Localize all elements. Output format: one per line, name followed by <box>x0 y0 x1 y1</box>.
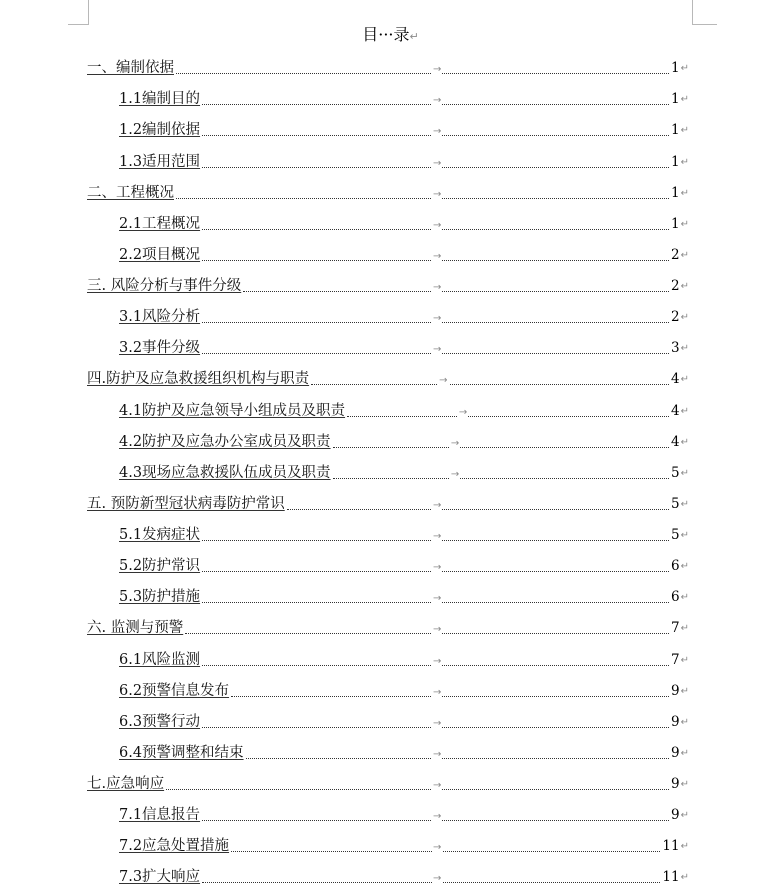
toc-entry[interactable] <box>0 83 781 114</box>
tab-arrow-icon: → <box>433 344 442 356</box>
toc-entry[interactable] <box>0 208 781 239</box>
toc-entry[interactable] <box>0 52 781 83</box>
toc-entry[interactable] <box>0 706 781 737</box>
paragraph-mark-icon: ↵ <box>680 187 689 199</box>
paragraph-mark-icon: ↵ <box>680 623 689 635</box>
dot-leader <box>311 375 669 387</box>
tab-arrow-icon: → <box>433 717 442 729</box>
toc-entry-line <box>87 615 689 637</box>
toc-entry-link[interactable]: 4.2防护及应急办公室成员及职责 <box>119 433 331 450</box>
paragraph-mark-icon: ↵ <box>680 156 689 168</box>
toc-entry[interactable] <box>0 643 781 674</box>
paragraph-mark-icon: ↵ <box>680 779 689 790</box>
toc-entry-line <box>119 678 689 700</box>
toc-entry-link[interactable]: 6.4预警调整和结束 <box>119 744 244 761</box>
toc-entry-line <box>119 647 689 669</box>
toc-entry-line <box>119 304 689 326</box>
tab-arrow-icon: → <box>433 748 442 760</box>
toc-page-number: 5 <box>671 527 680 543</box>
toc-entry-line <box>87 366 689 388</box>
paragraph-mark-icon: ↵ <box>680 654 689 666</box>
toc-entry-link[interactable]: 4.3现场应急救援队伍成员及职责 <box>119 464 331 481</box>
toc-page-number: 4 <box>671 433 680 450</box>
tab-arrow-icon: → <box>433 64 442 76</box>
dot-leader <box>202 562 669 574</box>
toc-page-number: 1 <box>671 60 680 77</box>
toc-entry-link[interactable]: 五. 预防新型冠状病毒防护常识 <box>87 495 285 512</box>
paragraph-mark-icon: ↵ <box>680 872 689 884</box>
dot-leader <box>333 437 669 449</box>
toc-entry-link[interactable]: 二、工程概况 <box>87 184 174 201</box>
toc-entry-line <box>87 180 689 202</box>
toc-entry-line <box>87 273 689 295</box>
paragraph-mark-icon: ↵ <box>680 498 689 510</box>
toc-entry-link[interactable]: 一、编制依据 <box>87 60 174 77</box>
tab-arrow-icon: → <box>433 593 442 605</box>
paragraph-mark-icon: ↵ <box>680 685 689 697</box>
paragraph-mark-icon: ↵ <box>680 343 689 355</box>
toc-entry-link[interactable]: 1.1编制目的 <box>119 91 201 108</box>
paragraph-mark-icon: ↵ <box>680 374 689 386</box>
dot-leader <box>231 842 660 854</box>
dot-leader <box>202 95 669 107</box>
toc-entry-link[interactable]: 4.1防护及应急领导小组成员及职责 <box>119 402 346 419</box>
toc-entry[interactable] <box>0 612 781 643</box>
tab-arrow-icon: → <box>439 375 448 387</box>
toc-page-number: 2 <box>671 278 680 294</box>
toc-entry-link[interactable]: 7.2应急处置措施 <box>119 838 230 855</box>
toc-entry-line <box>119 709 689 731</box>
toc-page-number: 1 <box>671 91 680 108</box>
toc-entry[interactable] <box>0 394 781 425</box>
toc-entry[interactable] <box>0 799 781 830</box>
toc-entry[interactable] <box>0 830 781 861</box>
dot-leader <box>202 313 669 325</box>
tab-arrow-icon: → <box>433 126 442 138</box>
toc-entry-link[interactable]: 7.1信息报告 <box>119 807 201 824</box>
toc-entry[interactable] <box>0 145 781 176</box>
toc-entry[interactable] <box>0 519 781 550</box>
paragraph-mark-icon: ↵ <box>680 530 689 541</box>
toc-entry[interactable] <box>0 488 781 519</box>
tab-arrow-icon: → <box>450 437 460 449</box>
toc-page-number: 1 <box>671 184 680 201</box>
toc-page-number: 3 <box>671 340 680 357</box>
toc-entry-line <box>119 398 689 420</box>
toc-page-number: 6 <box>671 589 680 606</box>
toc-page-number: 9 <box>671 807 680 824</box>
dot-leader <box>202 157 669 169</box>
toc-page-number: 4 <box>671 371 680 388</box>
paragraph-mark-icon: ↵ <box>680 561 689 573</box>
crop-mark-top-right <box>692 0 717 25</box>
toc-entry-line <box>119 149 689 171</box>
paragraph-mark-icon: ↵ <box>680 405 689 417</box>
tab-arrow-icon: → <box>433 562 442 574</box>
toc-entry[interactable] <box>0 301 781 332</box>
toc-page-number: 9 <box>671 682 680 699</box>
toc-page-number: 1 <box>671 122 680 139</box>
toc-entry-line <box>87 55 689 77</box>
toc-entry[interactable] <box>0 861 781 892</box>
paragraph-mark-icon: ↵ <box>680 467 689 479</box>
tab-arrow-icon: → <box>433 655 442 667</box>
toc-list <box>0 52 781 892</box>
toc-page-number: 9 <box>671 713 680 730</box>
toc-page-number: 9 <box>671 776 680 792</box>
toc-entry-link[interactable]: 三. 风险分析与事件分级 <box>87 278 242 294</box>
tab-arrow-icon: → <box>433 219 442 231</box>
toc-page-number: 11 <box>662 869 680 886</box>
toc-entry[interactable] <box>0 457 781 488</box>
dot-leader <box>202 811 669 823</box>
toc-page-number: 6 <box>671 558 680 575</box>
dot-leader <box>202 531 669 542</box>
dot-leader <box>202 717 669 729</box>
toc-page-number: 1 <box>671 215 680 232</box>
toc-entry-link[interactable]: 6.1风险监测 <box>119 651 201 668</box>
toc-entry-line <box>119 242 689 264</box>
toc-entry-line <box>119 522 689 544</box>
toc-entry-link[interactable]: 6.2预警信息发布 <box>119 682 230 699</box>
tab-arrow-icon: → <box>433 188 442 200</box>
paragraph-mark-icon: ↵ <box>680 312 689 324</box>
toc-entry[interactable] <box>0 363 781 394</box>
toc-page-number: 2 <box>671 309 680 326</box>
paragraph-mark-icon: ↵ <box>680 125 689 137</box>
dot-leader <box>185 624 669 636</box>
toc-entry-link[interactable]: 3.1风险分析 <box>119 309 201 326</box>
dot-leader <box>202 873 660 885</box>
tab-arrow-icon: → <box>433 873 442 885</box>
dot-leader <box>202 126 669 138</box>
toc-page-number: 2 <box>671 246 680 263</box>
toc-page-number: 9 <box>671 744 680 761</box>
paragraph-mark-icon: ↵ <box>680 592 689 604</box>
paragraph-mark-icon: ↵ <box>680 841 689 853</box>
toc-page-number: 4 <box>671 402 680 419</box>
toc-entry-line <box>119 335 689 357</box>
tab-arrow-icon: → <box>433 531 442 542</box>
paragraph-mark-icon: ↵ <box>680 218 689 230</box>
dot-leader <box>202 219 669 231</box>
dot-leader <box>287 499 669 511</box>
toc-entry[interactable] <box>0 270 781 301</box>
toc-entry-link[interactable]: 2.1工程概况 <box>119 215 201 232</box>
dot-leader <box>166 780 669 791</box>
toc-title-text: 目···录 <box>362 25 410 44</box>
tab-arrow-icon: → <box>433 499 442 511</box>
toc-entry-link[interactable]: 六. 监测与预警 <box>87 620 184 637</box>
toc-title <box>0 25 781 47</box>
toc-page-number: 1 <box>671 153 680 170</box>
tab-arrow-icon: → <box>433 282 442 293</box>
toc-entry-line <box>119 86 689 108</box>
toc-entry-link[interactable]: 1.3适用范围 <box>119 153 201 170</box>
toc-entry-line <box>119 429 689 451</box>
dot-leader <box>176 188 669 200</box>
toc-page-number: 5 <box>671 464 680 481</box>
dot-leader <box>333 468 669 480</box>
tab-arrow-icon: → <box>433 811 442 823</box>
dot-leader <box>202 344 669 356</box>
toc-entry-line <box>119 740 689 762</box>
paragraph-mark-icon: ↵ <box>680 747 689 759</box>
dot-leader <box>202 593 669 605</box>
toc-entry-link[interactable]: 1.2编制依据 <box>119 122 201 139</box>
paragraph-mark-icon: ↵ <box>680 249 689 261</box>
tab-arrow-icon: → <box>433 686 442 698</box>
dot-leader <box>347 406 669 418</box>
toc-entry[interactable] <box>0 737 781 768</box>
tab-arrow-icon: → <box>450 468 460 480</box>
toc-entry[interactable] <box>0 332 781 363</box>
toc-entry-link[interactable]: 5.1发病症状 <box>119 527 201 543</box>
paragraph-mark-icon: ↵ <box>680 716 689 728</box>
toc-entry[interactable] <box>0 550 781 581</box>
paragraph-mark-icon: ↵ <box>680 436 689 448</box>
toc-page-number: 7 <box>671 651 680 668</box>
toc-entry-line <box>87 771 689 793</box>
tab-arrow-icon: → <box>433 842 442 854</box>
toc-page-number: 5 <box>671 495 680 512</box>
toc-entry-link[interactable]: 四.防护及应急救援组织机构与职责 <box>87 371 310 388</box>
toc-entry[interactable] <box>0 675 781 706</box>
toc-entry-line <box>119 802 689 824</box>
tab-arrow-icon: → <box>433 313 442 325</box>
toc-entry-line <box>119 833 689 855</box>
paragraph-mark-icon: ↵ <box>680 281 689 292</box>
toc-entry-link[interactable]: 7.3扩大响应 <box>119 869 201 886</box>
dot-leader <box>246 748 669 760</box>
toc-entry-link[interactable]: 5.3防护措施 <box>119 589 201 606</box>
toc-entry[interactable] <box>0 581 781 612</box>
toc-entry-line <box>119 460 689 482</box>
toc-entry-line <box>119 117 689 139</box>
tab-arrow-icon: → <box>433 250 442 262</box>
toc-entry-line <box>119 211 689 233</box>
tab-arrow-icon: → <box>433 157 442 169</box>
toc-entry-line <box>119 864 689 886</box>
dot-leader <box>231 686 669 698</box>
toc-entry-line <box>119 584 689 606</box>
dot-leader <box>176 64 669 76</box>
toc-entry[interactable] <box>0 114 781 145</box>
toc-entry[interactable] <box>0 426 781 457</box>
toc-entry-link[interactable]: 5.2防护常识 <box>119 558 201 575</box>
toc-entry[interactable] <box>0 239 781 270</box>
paragraph-mark-icon: ↵ <box>680 63 689 75</box>
tab-arrow-icon: → <box>433 624 442 636</box>
toc-entry-link[interactable]: 6.3预警行动 <box>119 713 201 730</box>
toc-entry-link[interactable]: 3.2事件分级 <box>119 340 201 357</box>
toc-page-number: 11 <box>662 838 680 855</box>
toc-entry[interactable] <box>0 768 781 799</box>
tab-arrow-icon: → <box>433 95 442 107</box>
toc-entry[interactable] <box>0 177 781 208</box>
dot-leader <box>202 655 669 667</box>
dot-leader <box>243 282 669 293</box>
tab-arrow-icon: → <box>433 780 442 791</box>
tab-arrow-icon: → <box>458 406 468 418</box>
paragraph-mark-icon: ↵ <box>409 30 419 43</box>
paragraph-mark-icon: ↵ <box>680 94 689 106</box>
dot-leader <box>202 250 669 262</box>
paragraph-mark-icon: ↵ <box>680 810 689 822</box>
toc-entry-link[interactable]: 七.应急响应 <box>87 776 165 792</box>
crop-mark-top-left <box>68 0 89 25</box>
toc-entry-line <box>119 553 689 575</box>
toc-entry-link[interactable]: 2.2项目概况 <box>119 246 201 263</box>
toc-page-number: 7 <box>671 620 680 637</box>
toc-entry-line <box>87 491 689 513</box>
